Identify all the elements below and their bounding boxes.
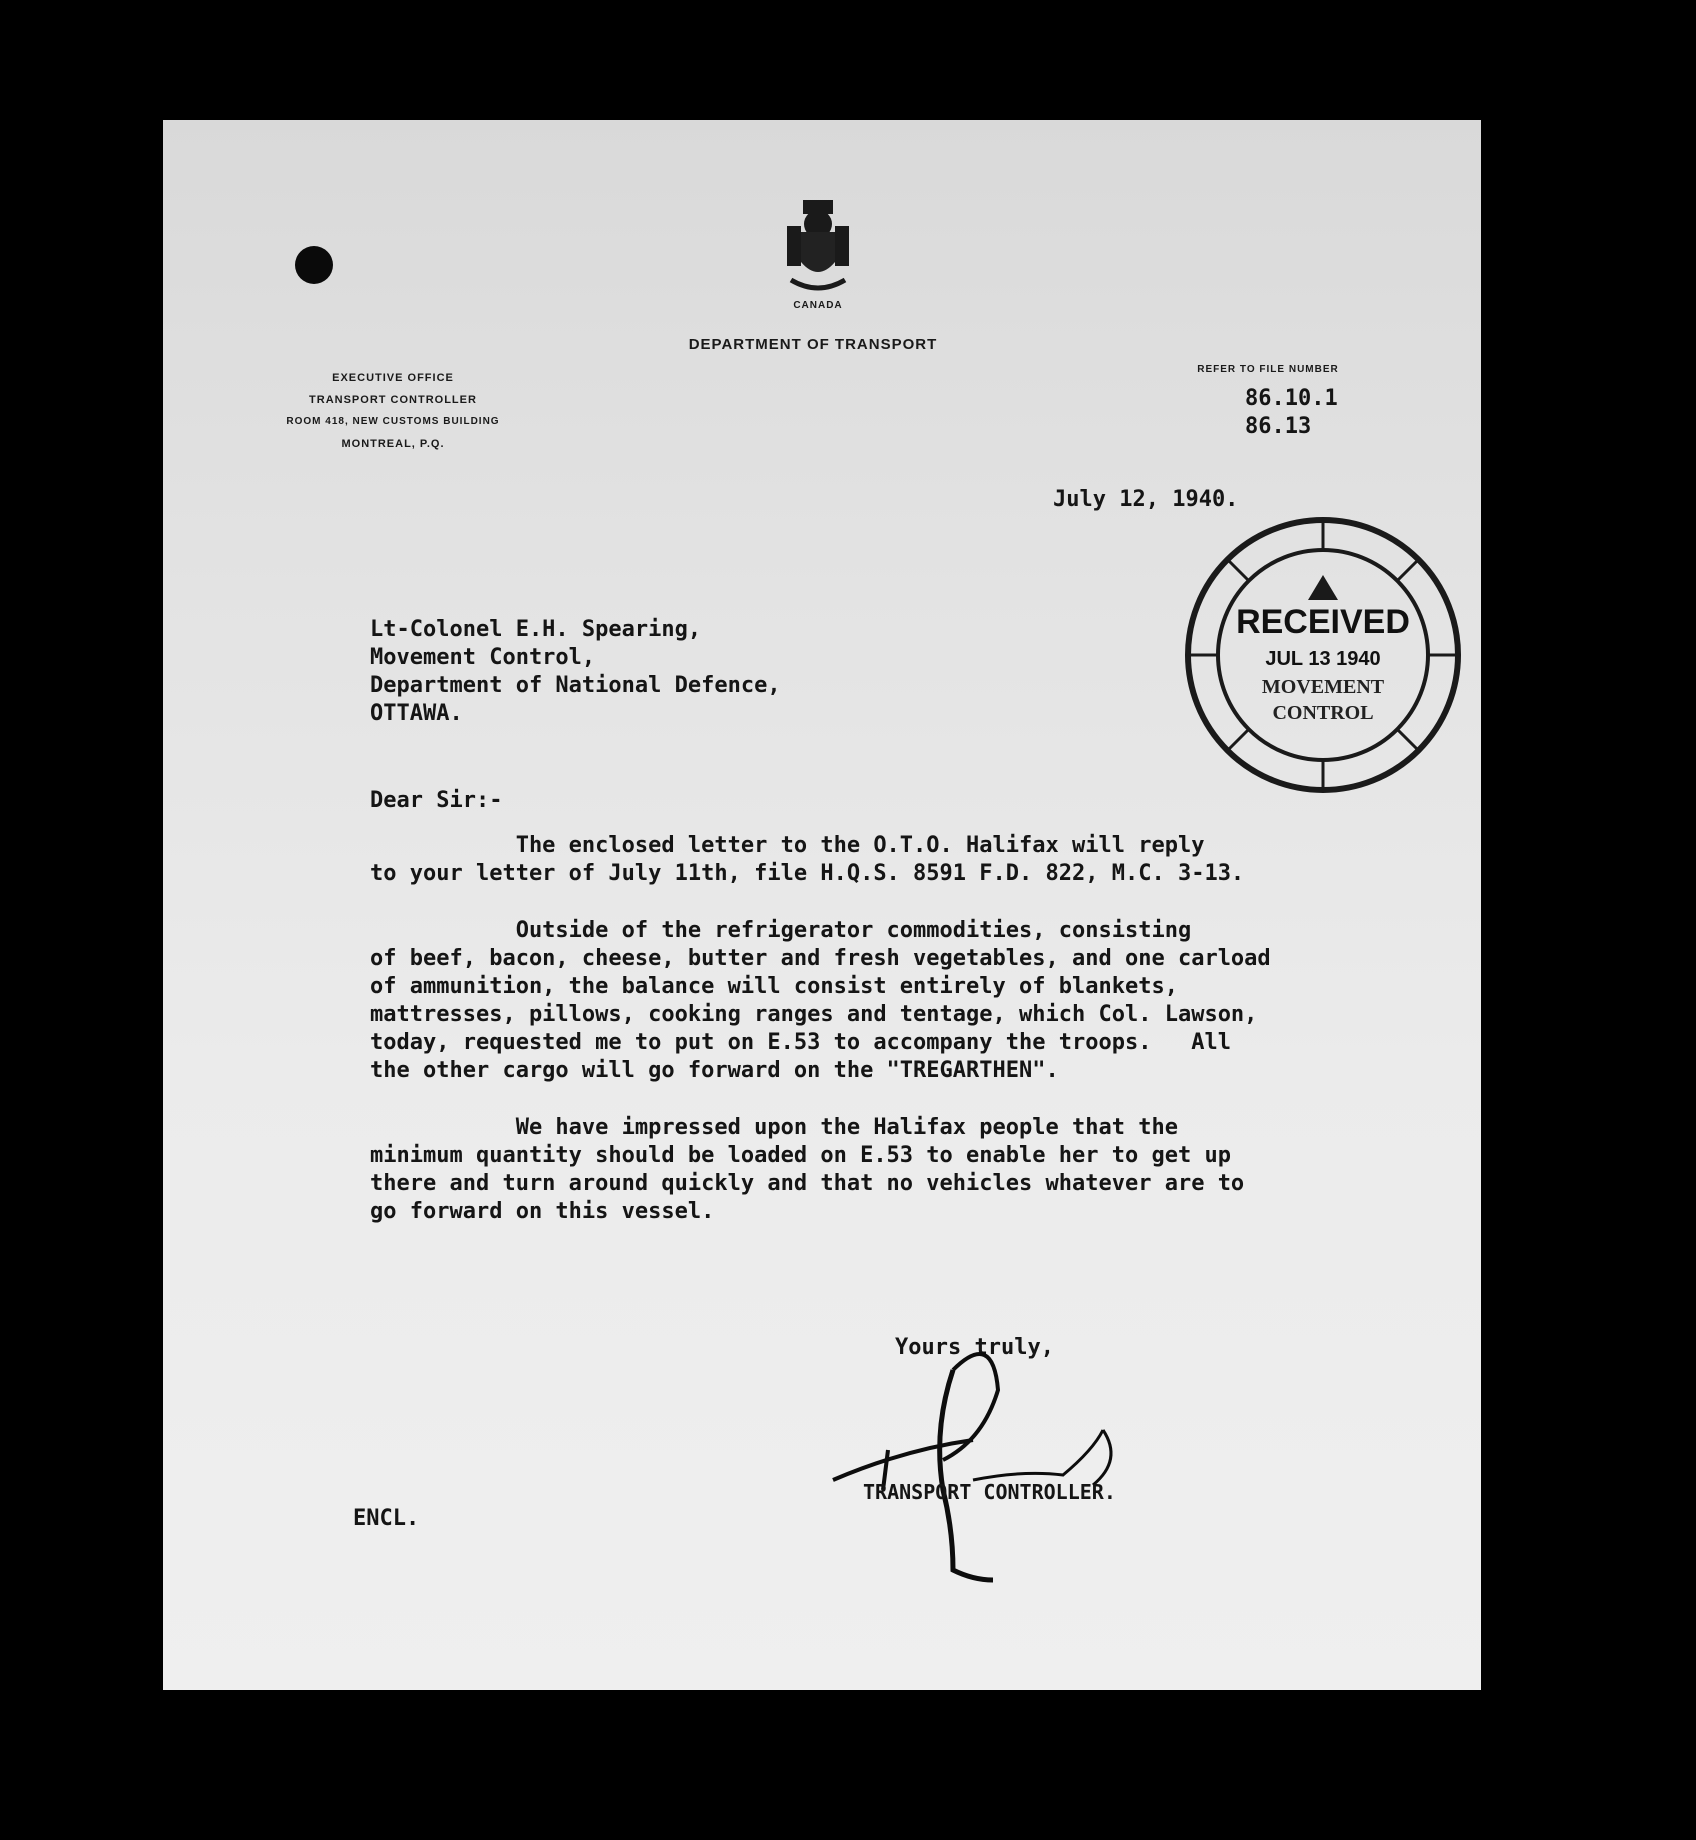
department-title: DEPARTMENT OF TRANSPORT: [688, 336, 938, 353]
refer-to-file-label: REFER TO FILE NUMBER: [1197, 364, 1339, 375]
body-line: minimum quantity should be loaded on E.53 to enable her to get up: [370, 1143, 1231, 1168]
closing: Yours truly,: [895, 1335, 1054, 1360]
recipient-line: Department of National Defence,: [370, 673, 781, 698]
office-line: TRANSPORT CONTROLLER: [309, 394, 477, 406]
country-label: CANADA: [793, 300, 843, 311]
recipient-line: Movement Control,: [370, 645, 596, 670]
coat-of-arms-icon: [783, 200, 853, 300]
letter-page: [163, 120, 1481, 1690]
stamp-line2-text: CONTROL: [1272, 702, 1374, 724]
received-stamp: [1183, 515, 1463, 795]
letter-date: July 12, 1940.: [1053, 487, 1239, 512]
stamp-line1-text: MOVEMENT: [1261, 676, 1385, 698]
recipient-line: Lt-Colonel E.H. Spearing,: [370, 617, 702, 642]
body-line: the other cargo will go forward on the "TREGARTHEN".: [370, 1058, 1059, 1083]
body-line: Outside of the refrigerator commodities, consisting: [370, 918, 1192, 943]
enclosure-note: ENCL.: [353, 1506, 420, 1531]
body-line: there and turn around quickly and that no vehicles whatever are to: [370, 1171, 1245, 1196]
recipient-line: OTTAWA.: [370, 701, 463, 726]
office-line: ROOM 418, NEW CUSTOMS BUILDING: [286, 416, 500, 427]
punch-hole: [295, 246, 333, 284]
body-line: today, requested me to put on E.53 to accompany the troops. All: [370, 1030, 1231, 1055]
file-number: 86.13: [1245, 414, 1312, 439]
body-line: to your letter of July 11th, file H.Q.S. 8591 F.D. 822, M.C. 3-13.: [370, 861, 1245, 886]
body-line: The enclosed letter to the O.T.O. Halifax will reply: [370, 833, 1205, 858]
office-line: MONTREAL, P.Q.: [341, 438, 445, 450]
stamp-received-text: RECEIVED: [1236, 603, 1410, 641]
body-line: mattresses, pillows, cooking ranges and tentage, which Col. Lawson,: [370, 1002, 1258, 1027]
salutation: Dear Sir:-: [370, 788, 503, 813]
signature-title: TRANSPORT CONTROLLER.: [863, 1480, 1116, 1504]
handwritten-signature: [823, 1330, 1153, 1590]
stamp-date-text: JUL 13 1940: [1265, 648, 1381, 670]
body-line: of beef, bacon, cheese, butter and fresh vegetables, and one carload: [370, 946, 1271, 971]
office-line: EXECUTIVE OFFICE: [332, 372, 454, 384]
body-line: of ammunition, the balance will consist entirely of blankets,: [370, 974, 1178, 999]
body-line: We have impressed upon the Halifax people that the: [370, 1115, 1178, 1140]
body-line: go forward on this vessel.: [370, 1199, 715, 1224]
file-number: 86.10.1: [1245, 386, 1338, 411]
